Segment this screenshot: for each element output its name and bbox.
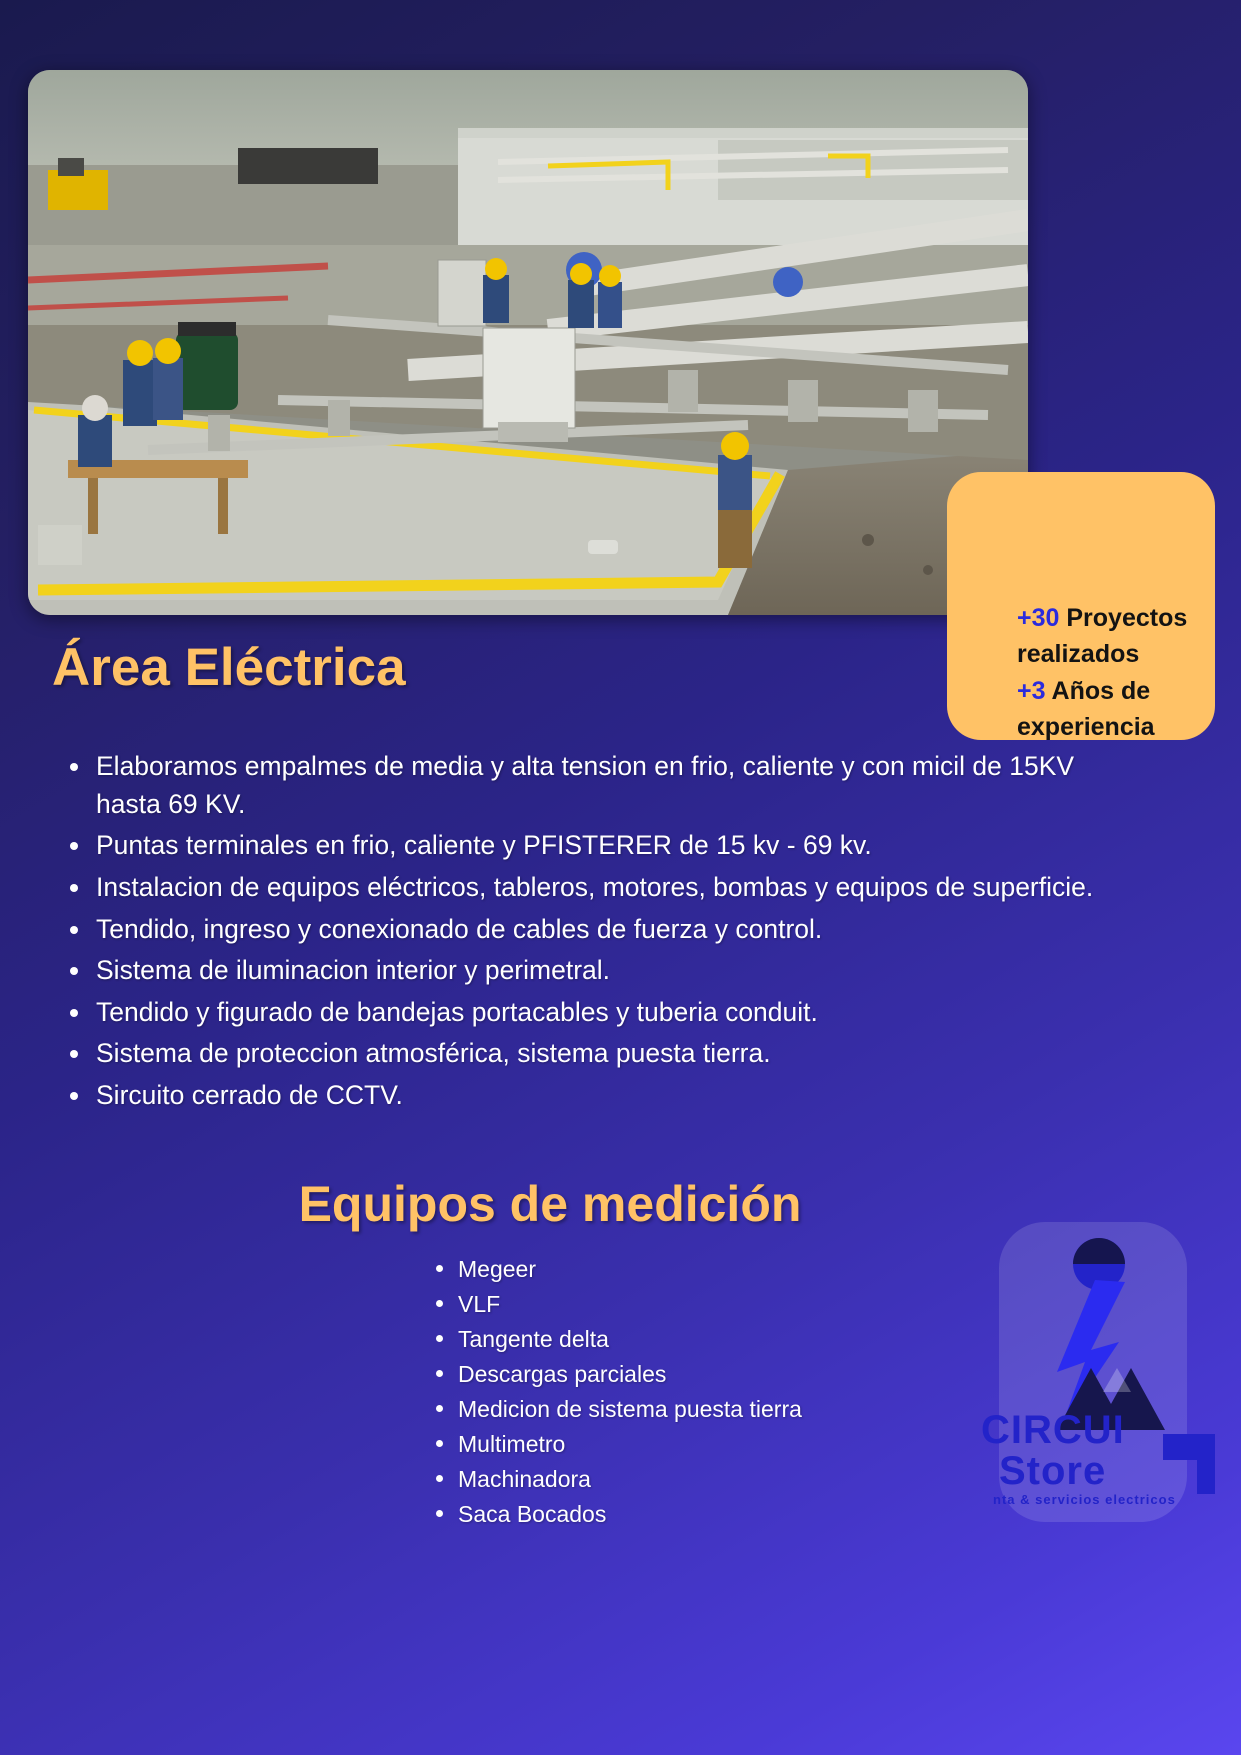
equipment-title: Equipos de medición <box>298 1176 802 1232</box>
hero-photo <box>28 70 1028 615</box>
stat-years-label: Años de experiencia <box>1017 676 1155 741</box>
stat-projects-number: +30 <box>1017 604 1060 632</box>
logo-bar-bottom <box>1197 1460 1215 1494</box>
stat-years <box>1017 673 1193 746</box>
page-title: Área Eléctrica <box>52 638 406 697</box>
logo-bar-top <box>1163 1434 1215 1460</box>
list-item: VLF <box>432 1287 802 1322</box>
list-item: Sircuito cerrado de CCTV. <box>96 1077 1116 1115</box>
stat-projects <box>1017 600 1193 673</box>
equipment-list <box>432 1252 802 1532</box>
stat-years-number: +3 <box>1017 676 1046 705</box>
list-item: Instalacion de equipos eléctricos, tableros, motores, bombas y equipos de superficie. <box>96 869 1116 907</box>
list-item: Machinadora <box>432 1462 802 1497</box>
logo-line-2: Store <box>999 1449 1107 1493</box>
logo-line-1: CIRCUI <box>981 1408 1125 1452</box>
company-logo <box>981 1222 1209 1552</box>
list-item: Elaboramos empalmes de media y alta tension en frio, caliente y con micil de 15KV hasta 69 KV. <box>96 748 1116 823</box>
list-item: Saca Bocados <box>432 1497 802 1532</box>
list-item: Puntas terminales en frio, caliente y PFISTERER de 15 kv - 69 kv. <box>96 827 1116 865</box>
stat-projects-label: Proyectos realizados <box>1017 604 1188 669</box>
list-item: Tangente delta <box>432 1322 802 1357</box>
logo-line-3: nta & servicios electricos <box>993 1492 1176 1507</box>
list-item: Megeer <box>432 1252 802 1287</box>
list-item: Tendido y figurado de bandejas portacables y tuberia conduit. <box>96 994 1116 1032</box>
list-item: Sistema de proteccion atmosférica, sistema puesta tierra. <box>96 1035 1116 1073</box>
list-item: Sistema de iluminacion interior y perimetral. <box>96 952 1116 990</box>
list-item: Tendido, ingreso y conexionado de cables de fuerza y control. <box>96 911 1116 949</box>
facility-photo-illustration <box>28 70 1028 615</box>
stats-badge <box>947 472 1215 740</box>
services-list <box>60 748 1116 1119</box>
list-item: Descargas parciales <box>432 1357 802 1392</box>
list-item: Multimetro <box>432 1427 802 1462</box>
list-item: Medicion de sistema puesta tierra <box>432 1392 802 1427</box>
